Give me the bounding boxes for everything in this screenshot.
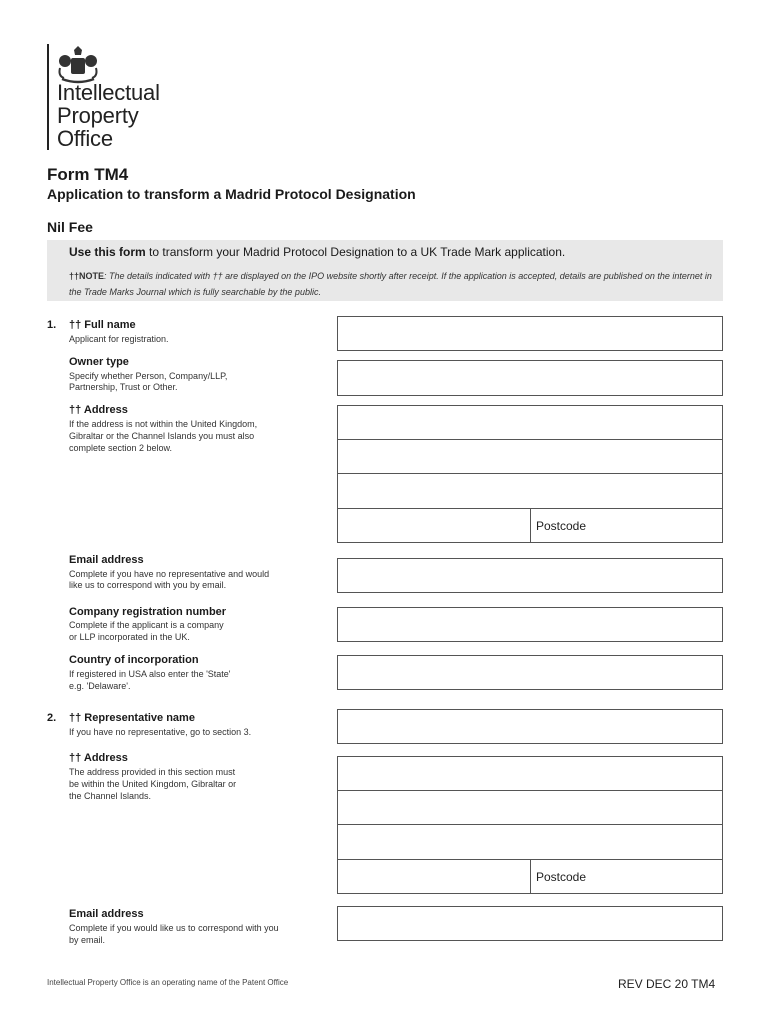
rep-postcode-label: Postcode [536,870,587,884]
country-hint-2: e.g. 'Delaware'. [69,681,131,691]
email-label: Email address [69,554,144,566]
rep-name-field[interactable] [337,709,723,744]
address-line-3-field[interactable] [337,473,723,509]
email-hint-1: Complete if you have no representative and would [69,569,270,579]
address-line-2-field[interactable] [337,439,723,474]
company-reg-hint-2: or LLP incorporated in the UK. [69,632,190,642]
rep-email-field[interactable] [337,906,723,941]
notice-note-bold: ††NOTE [69,271,105,281]
section-1-number: 1. [47,319,57,331]
email-hint-2: like us to correspond with you by email. [69,580,227,590]
notice-lead-bold: Use this form [69,245,146,259]
rep-address-line-3-field[interactable] [337,824,723,860]
rep-address-hint-3: the Channel Islands. [69,791,152,801]
postcode-label: Postcode [536,519,587,533]
full-name-hint: Applicant for registration. [69,334,169,344]
company-reg-label: Company registration number [69,606,227,618]
company-reg-field[interactable] [337,607,723,642]
email-field[interactable] [337,558,723,593]
rep-email-hint-1: Complete if you would like us to correspond with you [69,923,279,933]
logo-divider [47,44,49,150]
address-hint-2: Gibraltar or the Channel Islands you must also [69,431,255,441]
section-2-number: 2. [47,712,57,724]
org-line-1: Intellectual [57,80,160,105]
rep-address-line-1-field[interactable] [337,756,723,791]
owner-type-hint-2: Partnership, Trust or Other. [69,382,178,392]
company-reg-hint-1: Complete if the applicant is a company [69,620,224,630]
form-title: Form TM4 [47,165,129,184]
notice-lead-rest: to transform your Madrid Protocol Designation to a UK Trade Mark application. [145,245,566,259]
organisation-name [57,81,160,150]
org-line-2: Property [57,103,139,128]
rep-address-line-4-field[interactable] [337,859,531,894]
rep-address-line-2-field[interactable] [337,790,723,825]
owner-type-field[interactable] [337,360,723,396]
fee-label: Nil Fee [47,219,93,235]
country-label: Country of incorporation [69,654,199,666]
revision-code: REV DEC 20 TM4 [618,977,716,991]
country-hint-1: If registered in USA also enter the 'State' [69,669,231,679]
rep-address-label: †† Address [69,752,128,764]
owner-type-hint-1: Specify whether Person, Company/LLP, [69,371,228,381]
owner-type-label: Owner type [69,356,129,368]
footer-note: Intellectual Property Office is an operating name of the Patent Office [47,978,289,987]
address-line-4-field[interactable] [337,508,531,543]
address-line-1-field[interactable] [337,405,723,440]
address-hint-1: If the address is not within the United Kingdom, [69,419,258,429]
rep-email-label: Email address [69,908,144,920]
notice-note-rest: : The details indicated with †† are displayed on the IPO website shortly after receipt. If the application is accepted, details are published on the internet in the Trade Marks Journal which is fully searchable by the public. [69,271,712,297]
notice-main-text [69,245,565,259]
rep-email-hint-2: by email. [69,935,106,945]
country-field[interactable] [337,655,723,690]
org-line-3: Office [57,126,113,151]
rep-name-hint: If you have no representative, go to section 3. [69,727,252,737]
rep-address-hint-1: The address provided in this section must [69,767,236,777]
address-hint-3: complete section 2 below. [69,443,173,453]
form-subtitle: Application to transform a Madrid Protocol Designation [47,186,416,202]
rep-name-label: †† Representative name [69,712,195,724]
rep-address-hint-2: be within the United Kingdom, Gibraltar or [69,779,237,789]
royal-crest-icon [54,44,102,84]
address-label: †† Address [69,404,128,416]
full-name-label: †† Full name [69,319,136,331]
full-name-field[interactable] [337,316,723,351]
notice-note-text [69,268,719,300]
